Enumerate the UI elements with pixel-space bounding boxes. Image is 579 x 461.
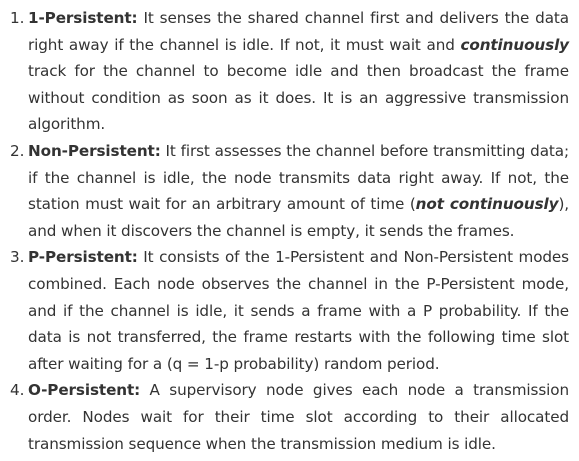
list-number: 1. [10, 9, 25, 27]
list-item-p-persistent [8, 244, 569, 377]
description-text: ), and when it discovers the channel is empty, it sends the frames. [28, 195, 569, 240]
term-1-persistent: 1-Persistent: [28, 9, 138, 27]
list-item-o-persistent [8, 377, 569, 457]
description-text: It first assesses the channel before transmitting data; if the channel is idle, the node transmits data right away. If not, the station must wait for an arbitrary amount of time ( [28, 141, 569, 214]
list-item-non-persistent [8, 138, 569, 244]
term-o-persistent: O-Persistent: [28, 381, 141, 400]
description-text: A supervisory node gives each node a transmission order. Nodes wait for their time slot according to their allocated transmission sequence when the transmission medium is idle. [28, 381, 569, 453]
list-number: 4. [10, 381, 25, 400]
term-non-persistent: Non-Persistent: [28, 141, 161, 160]
emphasis-text: continuously [460, 35, 569, 54]
term-p-persistent: P-Persistent: [28, 248, 138, 267]
persistence-methods-list [8, 5, 569, 457]
emphasis-text: not continuously [415, 195, 559, 214]
list-item-1-persistent [8, 5, 569, 138]
list-number: 3. [10, 248, 25, 267]
description-text: It senses the shared channel first and delivers the data right away if the channel is idle. If not, it must wait and [28, 9, 569, 54]
description-text: track for the channel to become idle and then broadcast the frame without condition as soon as it does. It is an aggressive transmission algorithm. [28, 62, 569, 134]
description-text: It consists of the 1-Persistent and Non-Persistent modes combined. Each node observes the channel in the P-Persistent mode, and if the channel is idle, it sends a frame with a P probability. If the data is not transferred, the frame restarts with the following time slot after waiting for a (q = 1-p probability) random period. [28, 248, 569, 373]
list-number: 2. [10, 141, 25, 160]
